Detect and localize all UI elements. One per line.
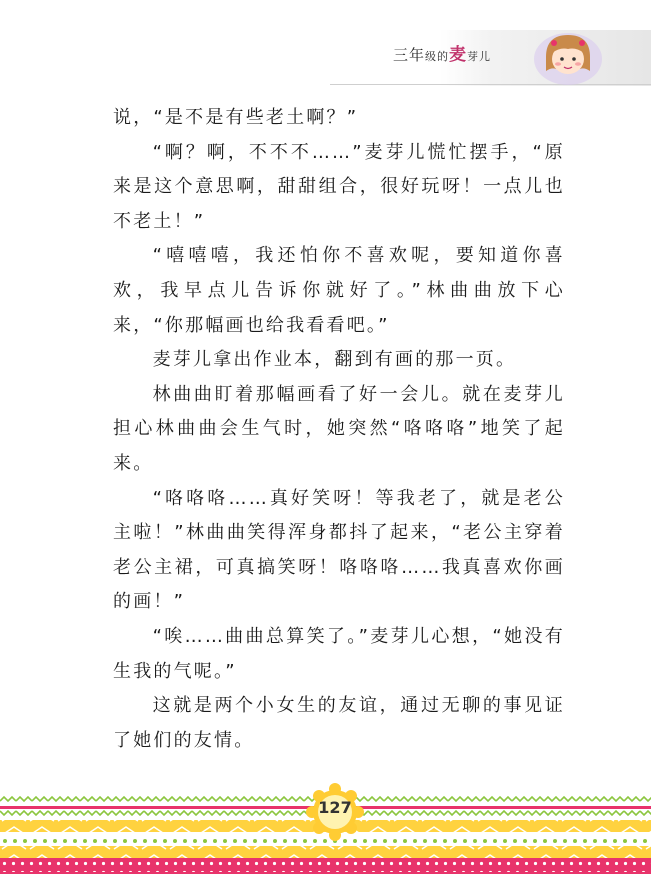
series-title-part1: 三年 bbox=[393, 46, 426, 64]
series-title-part2: 级的 bbox=[425, 50, 450, 63]
paragraph-3: “嘻嘻嘻，我还怕你不喜欢呢，要知道你喜欢，我早点儿告诉你就好了。”林曲曲放下心来，“你那幅画也给我看看吧。” bbox=[113, 245, 565, 336]
series-title-part4: 芽儿 bbox=[467, 50, 492, 63]
paragraph-1: 说，“是不是有些老土啊？” bbox=[113, 107, 359, 128]
paragraph-6: “咯咯咯……真好笑呀！等我老了，就是老公主啦！”林曲曲笑得浑身都抖了起来，“老公主穿着老公主裙，可真搞笑呀！咯咯咯……我真喜欢你画的画！” bbox=[113, 487, 565, 613]
paragraph-8: 这就是两个小女生的友谊，通过无聊的事见证了她们的友情。 bbox=[113, 695, 565, 751]
mascot-girl-illustration bbox=[532, 27, 604, 85]
series-title bbox=[393, 40, 491, 70]
paragraph-2: “啊？啊，不不不……”麦芽儿慌忙摆手，“原来是这个意思啊，甜甜组合，很好玩呀！一点儿也不老土！” bbox=[113, 141, 565, 232]
story-text bbox=[113, 101, 565, 758]
page-number: 127 bbox=[318, 798, 352, 817]
series-title-part3: 麦 bbox=[449, 45, 468, 65]
paragraph-7: “唉……曲曲总算笑了。”麦芽儿心想，“她没有生我的气呢。” bbox=[113, 625, 565, 682]
paragraph-5: 林曲曲盯着那幅画看了好一会儿。就在麦芽儿担心林曲曲会生气时，她突然“咯咯咯”地笑了起来。 bbox=[113, 383, 565, 474]
paragraph-4: 麦芽儿拿出作业本，翻到有画的那一页。 bbox=[152, 349, 517, 371]
